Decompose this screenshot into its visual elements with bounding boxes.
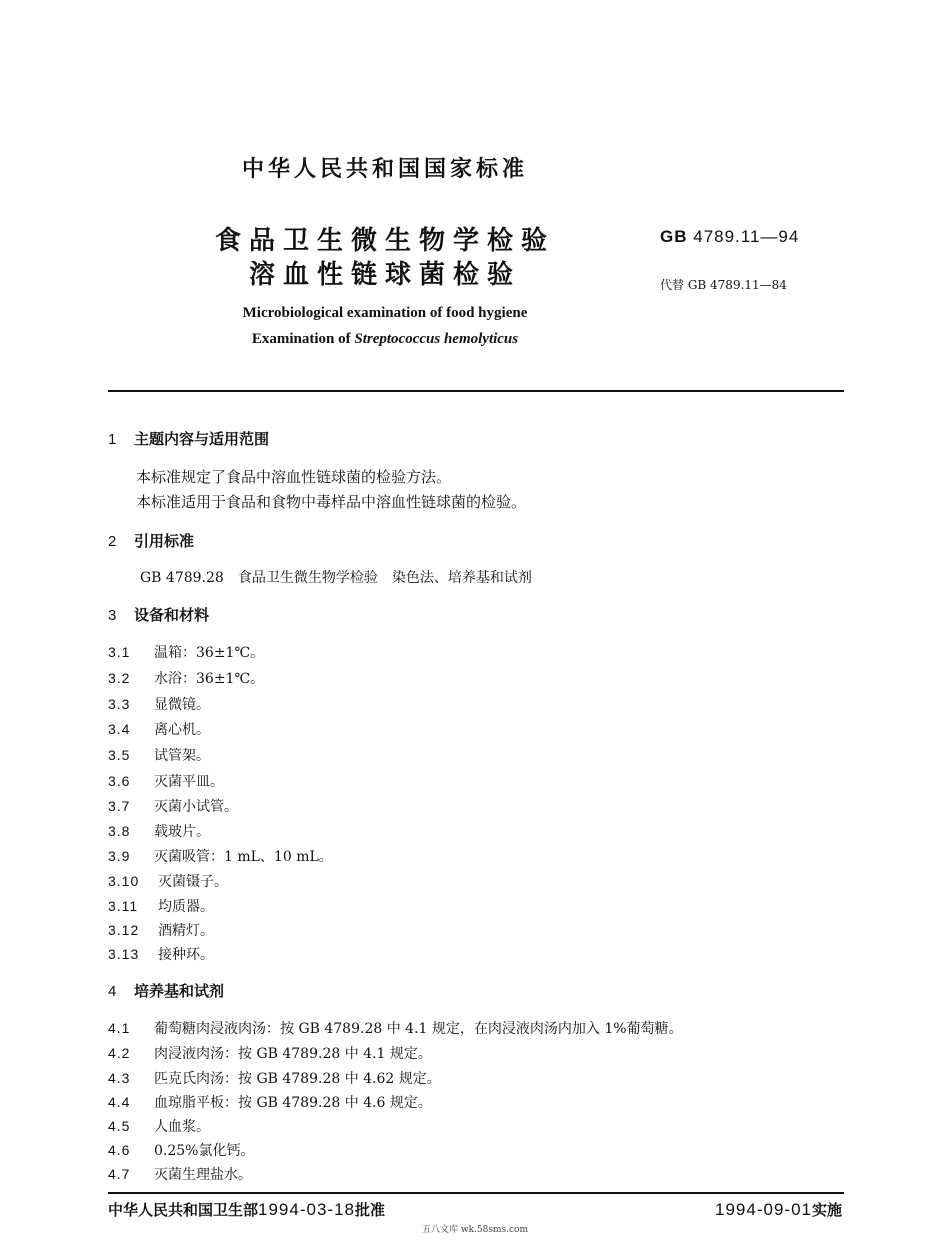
list-item <box>108 944 214 964</box>
item-text: 接种环。 <box>158 947 214 963</box>
document-title-line2: 溶血性链球菌检验 <box>248 260 521 290</box>
section-2-reference: GB 4789.28 食品卫生微生物学检验 染色法、培养基和试剂 <box>140 570 532 586</box>
section-1-paragraph-1: 本标准规定了食品中溶血性链球菌的检验方法。 <box>136 468 452 486</box>
approval-line <box>108 1199 385 1220</box>
watermark-text: 五八文库 wk.58sms.com <box>422 1225 528 1235</box>
item-text: 酒精灯。 <box>158 923 214 939</box>
list-item <box>108 1092 432 1112</box>
list-item <box>108 920 214 940</box>
standard-code: 4789.11—94 <box>693 227 800 246</box>
list-item <box>108 1116 210 1136</box>
item-text: 均质器。 <box>158 899 214 915</box>
item-text: 温箱：36±1℃。 <box>154 645 265 661</box>
list-item <box>108 871 228 891</box>
item-number: 4.3 <box>108 1070 131 1086</box>
english-title-organism: Streptococcus hemolyticus <box>354 331 519 347</box>
item-number: 4.4 <box>108 1094 131 1110</box>
item-text: 试管架。 <box>154 748 210 764</box>
item-text: 灭菌小试管。 <box>154 799 238 815</box>
list-item <box>108 821 210 841</box>
list-item <box>108 771 224 791</box>
item-text: 人血浆。 <box>154 1119 210 1135</box>
list-item <box>108 1018 683 1038</box>
effective-line <box>715 1199 842 1220</box>
item-number: 3.8 <box>108 823 131 839</box>
standard-number <box>660 227 799 247</box>
effective-label: 实施 <box>811 1201 842 1219</box>
section-1-paragraph-2: 本标准适用于食品和食物中毒样品中溶血性链球菌的检验。 <box>136 493 527 511</box>
section-title: 引用标准 <box>134 532 195 550</box>
item-number: 3.10 <box>108 873 140 889</box>
item-text: 离心机。 <box>154 722 210 738</box>
item-number: 3.11 <box>108 898 139 914</box>
item-number: 4.2 <box>108 1045 131 1061</box>
item-number: 3.2 <box>108 670 131 686</box>
section-title: 主题内容与适用范围 <box>134 430 270 448</box>
item-text: 灭菌生理盐水。 <box>154 1167 252 1183</box>
approve-date: 1994-03-18 <box>258 1200 355 1219</box>
item-text: 匹克氏肉汤：按 GB 4789.28 中 4.62 规定。 <box>154 1071 441 1087</box>
item-number: 3.12 <box>108 922 140 938</box>
list-item <box>108 642 264 662</box>
item-number: 4.6 <box>108 1142 131 1158</box>
item-number: 3.6 <box>108 773 131 789</box>
item-number: 3.5 <box>108 747 131 763</box>
item-text: 葡萄糖肉浸液肉汤：按 GB 4789.28 中 4.1 规定，在肉浸液肉汤内加入 1%葡萄糖。 <box>154 1021 683 1037</box>
header-divider <box>108 390 844 392</box>
item-number: 3.9 <box>108 848 131 864</box>
effective-date: 1994-09-01 <box>715 1200 812 1219</box>
list-item <box>108 745 210 765</box>
section-number: 4 <box>108 983 117 1000</box>
item-number: 4.1 <box>108 1020 131 1036</box>
list-item <box>108 846 333 866</box>
english-title-line1: Microbiological examination of food hygiene <box>242 305 528 321</box>
issuer: 中华人民共和国卫生部 <box>108 1201 259 1219</box>
english-title-prefix: Examination of <box>251 331 355 347</box>
document-title-line1: 食品卫生微生物学检验 <box>214 226 555 256</box>
list-item <box>108 668 264 688</box>
list-item <box>108 694 210 714</box>
replaces-standard: 代替 GB 4789.11—84 <box>660 278 787 292</box>
item-text: 血琼脂平板：按 GB 4789.28 中 4.6 规定。 <box>154 1095 432 1111</box>
section-3-heading <box>108 604 209 625</box>
section-title: 设备和材料 <box>134 606 210 624</box>
approve-label: 批准 <box>354 1201 385 1219</box>
section-number: 3 <box>108 607 117 624</box>
item-text: 0.25%氯化钙。 <box>154 1143 255 1159</box>
section-number: 2 <box>108 533 117 550</box>
item-number: 3.4 <box>108 721 131 737</box>
item-text: 灭菌镊子。 <box>158 874 228 890</box>
list-item <box>108 796 238 816</box>
item-text: 灭菌吸管：1 mL、10 mL。 <box>154 849 333 865</box>
list-item <box>108 1043 432 1063</box>
item-number: 4.7 <box>108 1166 131 1182</box>
list-item <box>108 1140 254 1160</box>
item-number: 3.3 <box>108 696 131 712</box>
list-item <box>108 719 210 739</box>
section-4-heading <box>108 980 224 1001</box>
list-item <box>108 1164 252 1184</box>
item-text: 显微镜。 <box>154 697 210 713</box>
section-title: 培养基和试剂 <box>134 982 225 1000</box>
item-number: 3.13 <box>108 946 140 962</box>
footer-divider <box>108 1192 844 1194</box>
list-item <box>108 1068 441 1088</box>
item-text: 载玻片。 <box>154 824 210 840</box>
english-title-line2 <box>0 331 770 348</box>
standard-prefix: GB <box>660 227 688 246</box>
section-2-heading <box>108 530 194 551</box>
item-text: 肉浸液肉汤：按 GB 4789.28 中 4.1 规定。 <box>154 1046 432 1062</box>
list-item <box>108 896 214 916</box>
item-number: 4.5 <box>108 1118 131 1134</box>
item-text: 水浴：36±1℃。 <box>154 671 265 687</box>
national-standard-label: 中华人民共和国国家标准 <box>241 157 528 182</box>
item-number: 3.7 <box>108 798 131 814</box>
item-number: 3.1 <box>108 644 131 660</box>
item-text: 灭菌平皿。 <box>154 774 224 790</box>
section-number: 1 <box>108 431 117 448</box>
section-1-heading <box>108 428 269 449</box>
